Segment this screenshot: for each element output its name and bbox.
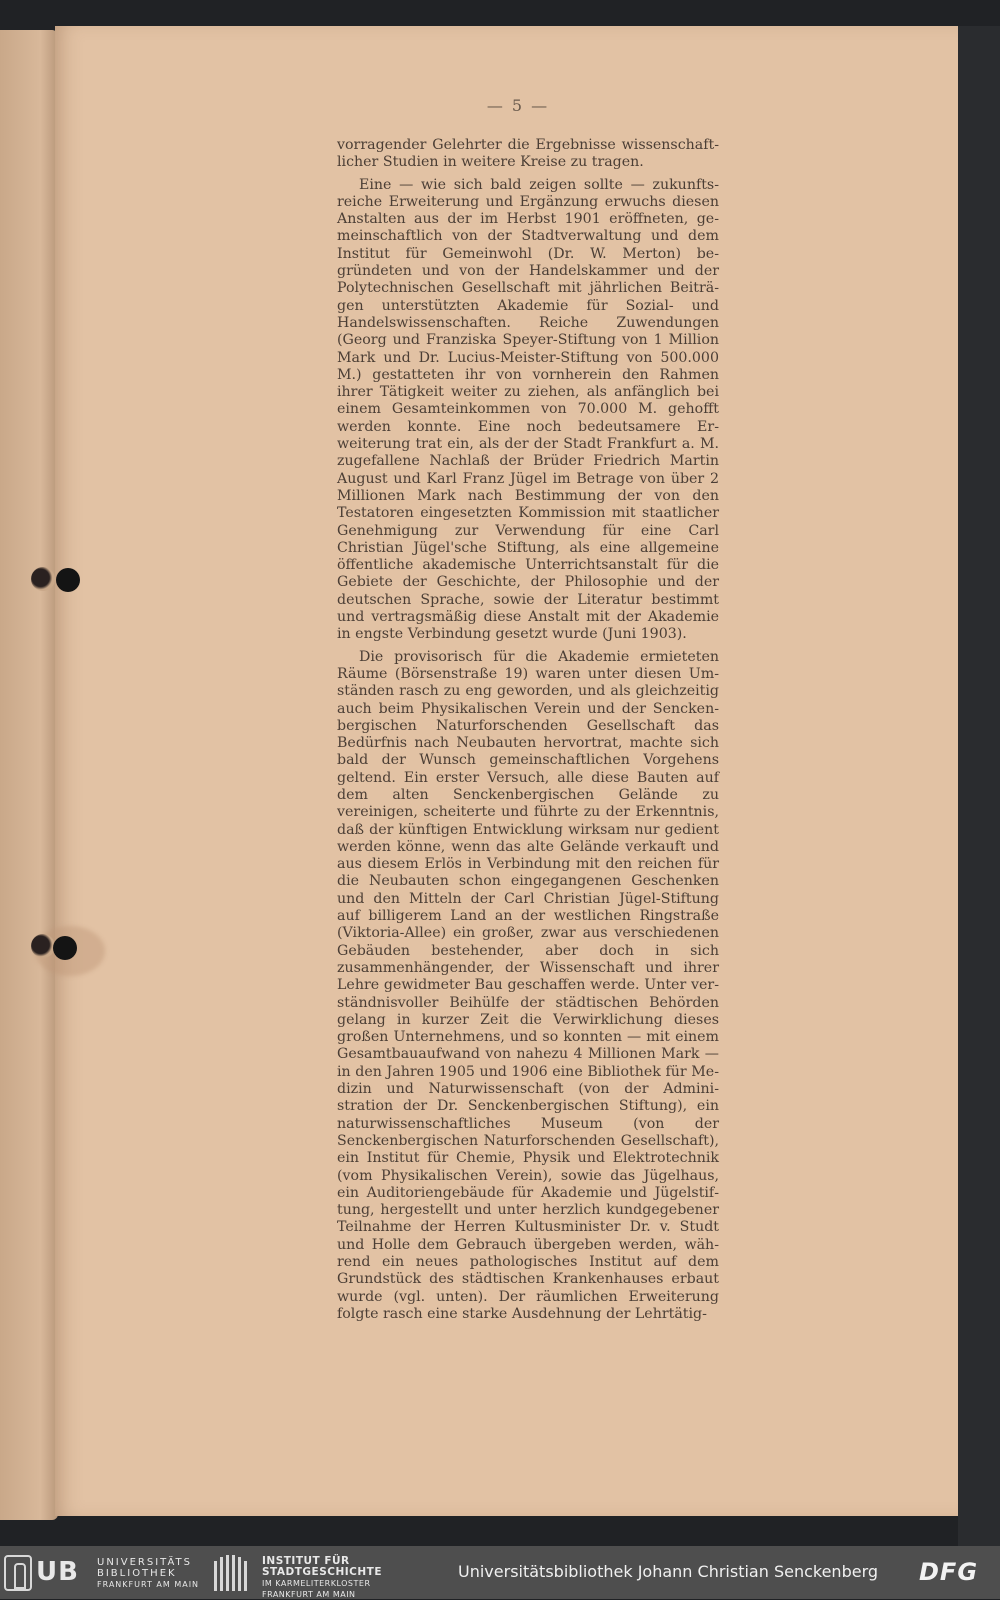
library-title: Universitätsbibliothek Johann Christian Senckenberg — [458, 1562, 879, 1581]
viewer-footer — [0, 1546, 1000, 1599]
paragraph-1: vorragender Gelehrter die Ergebnisse wissenschaftlicher Studien in weitere Kreise zu tragen. — [337, 137, 719, 171]
ub-logo-text: UB — [36, 1557, 79, 1587]
paragraph-3: Die provisorisch für die Akademie ermieteten Räume (Börsenstraße 19) waren unter diesen Umständen rasch zu eng geworden, und als gleichzeitig auch beim Physikalischen Verein und der Senckenbergischen Naturforschenden Gesellschaft das Bedürfnis nach Neubauten hervortrat, machte sich bald der Wunsch gemeinschaftlichen Vorgehens geltend. Ein erster Versuch, alle diese Bauten auf dem alten Senckenbergischen Gelände zu vereinigen, scheiterte und führte zu der Erkenntnis, daß der künftigen Entwicklung wirksam nur gedient werden könne, wenn das alte Gelände verkauft und aus diesem Erlös in Verbindung mit den reichen für die Neubauten schon eingegangenen Geschenken und den Mitteln der Carl Christian Jügel-Stiftung auf billigerem Land an der westlichen Ringstraße (Viktoria-Allee) ein großer, zwar aus verschiedenen Gebäuden bestehender, aber doch in sich zusammenhängender, der Wissenschaft und ihrer Lehre gewidmeter Bau geschaffen werde. Unter verständnisvoller Beihülfe der städtischen Behörden gelang in kurzer Zeit die Verwirklichung dieses großen Unternehmens, und so konnten — mit einem Gesamtbauaufwand von nahezu 4 Millionen Mark — in den Jahren 1905 und 1906 eine Bibliothek für Medizin und Naturwissenschaft (von der Administration der Dr. Senckenbergischen Stiftung), ein naturwissenschaftliches Museum (von der Senckenbergischen Naturforschenden Gesellschaft), ein Institut für Chemie, Physik und Elektrotechnik (vom Physikalischen Verein), sowie das Jügelhaus, ein Auditoriengebäude für Akademie und Jügelstiftung, hergestellt und unter herzlich kundgegebener Teilnahme der Herren Kultusminister Dr. v. Studt und Holle dem Gebrauch übergeben werden, während ein neues pathologisches Institut auf dem Grundstück des städtischen Krankenhauses erbaut wurde (vgl. unten). Der räumlichen Erweiterung folgte rasch eine starke Ausdehnung der Lehrtätig- — [337, 648, 719, 1322]
scan-edge — [958, 26, 1000, 1546]
ub-line-3: FRANKFURT AM MAIN — [97, 1580, 200, 1589]
ifs-line-4: FRANKFURT AM MAIN — [262, 1590, 356, 1599]
institut-columns-icon[interactable] — [214, 1555, 252, 1591]
ub-line-2: BIBLIOTHEK — [97, 1568, 177, 1579]
punch-hole-upper — [56, 568, 80, 592]
punch-hole-left-lower — [31, 934, 55, 958]
ub-line-1: UNIVERSITÄTS — [97, 1557, 193, 1568]
ifs-line-3: IM KARMELITERKLOSTER — [262, 1579, 371, 1588]
ub-logo[interactable] — [4, 1555, 94, 1591]
paragraph-2: Eine — wie sich bald zeigen sollte — zukunftsreiche Erweiterung und Ergänzung erwuchs diesen Anstalten aus der im Herbst 1901 eröffneten, gemeinschaftlich von der Stadtverwaltung und dem Institut für Gemeinwohl (Dr. W. Merton) begründeten und von der Handelskammer und der Polytechnischen Gesellschaft mit jährlichen Beiträgen unterstützten Akademie für Sozial- und Handelswissenschaften. Reiche Zuwendungen (Georg und Franziska Speyer-Stiftung von 1 Million Mark und Dr. Lucius-Meister-Stiftung von 500.000 M.) gestatteten ihr von vornherein den Rahmen ihrer Tätigkeit weiter zu ziehen, als anfänglich bei einem Gesamteinkommen von 70.000 M. gehofft werden konnte. Eine noch bedeutsamere Erweiterung trat ein, als der der Stadt Frankfurt a. M. zugefallene Nachlaß der Brüder Friedrich Martin August und Karl Franz Jügel im Betrage von über 2 Millionen Mark nach Bestimmung der von den Testatoren eingesetzten Kommission mit staatlicher Genehmigung zur Verwendung für eine Carl Christian Jügel'sche Stiftung, als eine allgemeine öffentliche akademische Unterrichtsanstalt für die Gebiete der Geschichte, der Philosophie und der deutschen Sprache, sowie der Literatur bestimmt und vertragsmäßig diese Anstalt mit der Akademie in engste Verbindung gesetzt wurde (Juni 1903). — [337, 176, 719, 643]
ifs-line-2: STADTGESCHICHTE — [262, 1566, 382, 1578]
punch-hole-left-upper — [31, 567, 55, 591]
institut-name — [262, 1556, 382, 1600]
ub-emblem-icon — [4, 1555, 32, 1591]
page-number: — 5 — — [486, 96, 550, 115]
ifs-line-1: INSTITUT FÜR — [262, 1555, 350, 1567]
punch-hole-lower — [53, 936, 77, 960]
ub-name — [97, 1557, 199, 1590]
dfg-logo[interactable]: DFG — [919, 1558, 979, 1586]
facing-page-edge — [0, 30, 58, 1520]
body-text — [337, 137, 719, 1328]
